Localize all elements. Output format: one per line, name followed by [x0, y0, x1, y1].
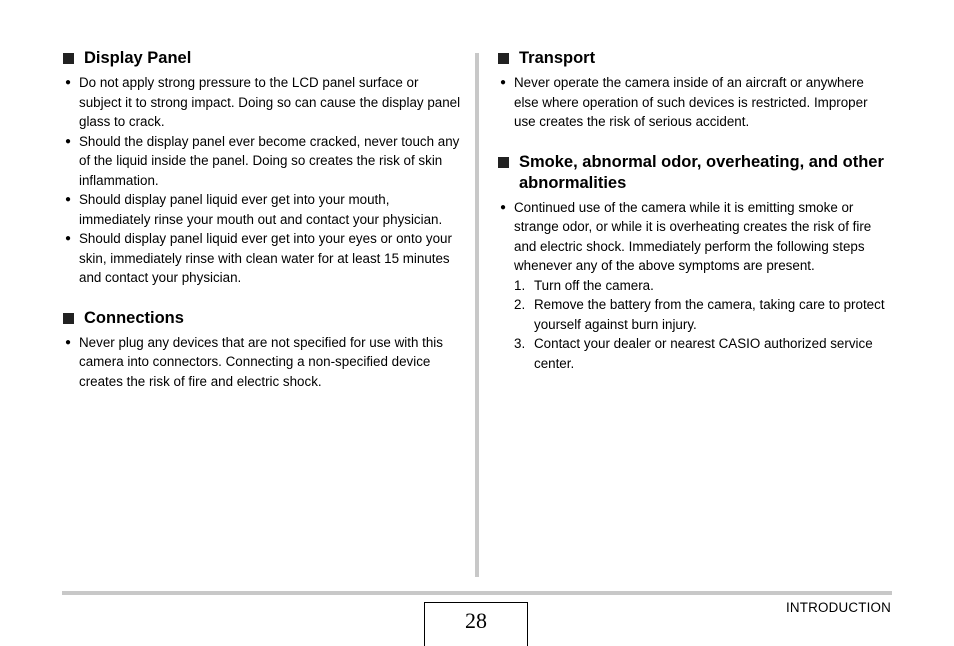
heading-text: Connections [84, 308, 184, 327]
step-item [497, 334, 892, 373]
bullet-dot-icon: ● [500, 77, 507, 88]
column-divider [475, 53, 479, 577]
section-connections [62, 308, 462, 392]
heading-text: Display Panel [84, 49, 192, 67]
list-item [497, 73, 892, 132]
list-item-text: Never plug any devices that are not specified for use with this camera into connectors. Connecting a non-specified device creates the risk of fire and electric shock. [79, 334, 443, 389]
bullet-list [62, 333, 462, 392]
step-number: 2. [514, 297, 526, 312]
bullet-dot-icon: ● [65, 194, 72, 205]
section-display-panel [62, 48, 462, 288]
section-smoke-abnormalities [497, 152, 892, 374]
step-number: 1. [514, 277, 526, 293]
bullet-list [497, 198, 892, 276]
heading-text: Smoke, abnormal odor, overheating, and other abnormalities [519, 152, 884, 192]
heading-text: Transport [519, 49, 596, 67]
step-text: Remove the battery from the camera, taking care to protect yourself against burn injury. [534, 297, 885, 332]
bullet-dot-icon: ● [65, 336, 72, 348]
bullet-dot-icon: ● [65, 233, 72, 244]
list-item [62, 132, 462, 191]
step-text: Turn off the camera. [534, 277, 654, 293]
bullet-dot-icon: ● [65, 135, 72, 147]
section-heading [497, 48, 892, 69]
list-item-text: Should the display panel ever become cracked, never touch any of the liquid inside the panel. Doing so creates the risk of skin inflammation. [79, 133, 460, 188]
list-item-text: Should display panel liquid ever get into your eyes or onto your skin, immediately rinse with clean water for at least 15 minutes and contact your physician. [79, 231, 452, 285]
list-item [62, 229, 462, 288]
section-heading [497, 152, 892, 194]
step-item [497, 276, 892, 296]
section-transport [497, 48, 892, 132]
bullet-dot-icon: ● [65, 77, 72, 88]
step-item [497, 295, 892, 334]
bullet-dot-icon: ● [500, 201, 507, 213]
list-item-text: Do not apply strong pressure to the LCD panel surface or subject it to strong impact. Doing so can cause the display panel glass to crack. [79, 75, 461, 129]
page-number: 28 [424, 602, 528, 646]
filled-square-icon [498, 53, 509, 64]
footer-rule [62, 591, 892, 595]
list-item-text: Should display panel liquid ever get into your mouth, immediately rinse your mouth out and contact your physician. [79, 192, 443, 227]
footer-section-label: INTRODUCTION [785, 600, 891, 615]
section-heading [62, 48, 462, 69]
bullet-list [62, 73, 462, 288]
list-item [497, 198, 892, 276]
step-text: Contact your dealer or nearest CASIO authorized service center. [534, 336, 873, 371]
filled-square-icon [498, 157, 509, 168]
section-heading [62, 308, 462, 329]
filled-square-icon [63, 313, 74, 324]
list-item-text: Continued use of the camera while it is emitting smoke or strange odor, or while it is overheating creates the risk of fire and electric shock. Immediately perform the following steps whenever any of the above symptoms are present. [514, 199, 872, 273]
step-number: 3. [514, 336, 526, 351]
right-column [497, 48, 892, 373]
numbered-steps [497, 276, 892, 374]
list-item [62, 333, 462, 392]
filled-square-icon [63, 53, 74, 64]
bullet-list [497, 73, 892, 132]
list-item-text: Never operate the camera inside of an aircraft or anywhere else where operation of such devices is restricted. Improper use creates the risk of serious accident. [514, 75, 868, 129]
left-column [62, 48, 462, 391]
list-item [62, 190, 462, 229]
list-item [62, 73, 462, 132]
